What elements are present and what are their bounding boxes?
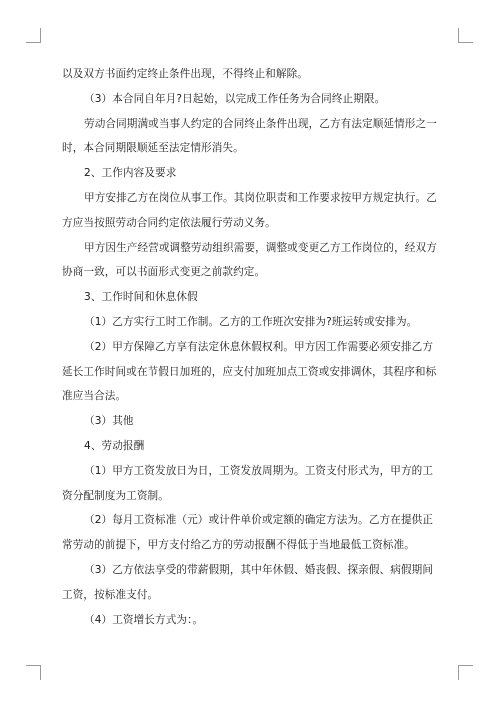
crop-mark-top-left [26, 28, 41, 43]
paragraph: （2）甲方保障乙方享有法定休息休假权利。甲方因工作需要必须安排乙方延长工作时间或在节假日加班的，应支付加班加点工资或安排调休，其程序和标准应当合法。 [62, 340, 437, 403]
paragraph: 劳动合同期满或当事人约定的合同终止条件出现，乙方有法定顺延情形之一时，本合同期限顺延至法定情形消失。 [62, 117, 437, 155]
section-heading: 4、劳动报酬 [84, 439, 145, 452]
paragraph: （1）乙方实行工时工作制。乙方的工作班次安排为?班运转或安排为。 [84, 315, 418, 328]
section-heading: 2、工作内容及要求 [84, 167, 177, 180]
paragraph: 甲方因生产经营或调整劳动组织需要，调整或变更乙方工作岗位的，经双方协商一致，可以书面形式变更之前款约定。 [62, 241, 437, 279]
paragraph: （1）甲方工资发放日为日，工资发放周期为。工资支付形式为，甲方的工资分配制度为工资制。 [62, 464, 434, 502]
paragraph: 以及双方书面约定终止条件出现，不得终止和解除。 [62, 68, 308, 80]
paragraph: （3）乙方依法享受的带薪假期，其中年休假、婚丧假、探亲假、病假期间工资，按标准支付。 [62, 563, 434, 601]
paragraph: （2）每月工资标准（元）或计件单价或定额的确定方法为。乙方在提供正常劳动的前提下，甲方支付给乙方的劳动报酬不得低于当地最低工资标准。 [62, 514, 434, 552]
paragraph: （4）工资增长方式为：。 [84, 613, 204, 626]
crop-mark-top-right [458, 28, 473, 43]
paragraph: （3）本合同自年月?日起始，以完成工作任务为合同终止期限。 [84, 92, 386, 105]
document-body [62, 62, 439, 632]
crop-mark-bottom-left [26, 665, 41, 680]
section-heading: 3、工作时间和休息休假 [84, 291, 198, 304]
crop-mark-bottom-right [458, 665, 473, 680]
paragraph: 甲方安排乙方在岗位从事工作。其岗位职责和工作要求按甲方规定执行。乙方应当按照劳动合同约定依法履行劳动义务。 [62, 191, 437, 229]
paragraph: （3）其他 [84, 415, 134, 428]
